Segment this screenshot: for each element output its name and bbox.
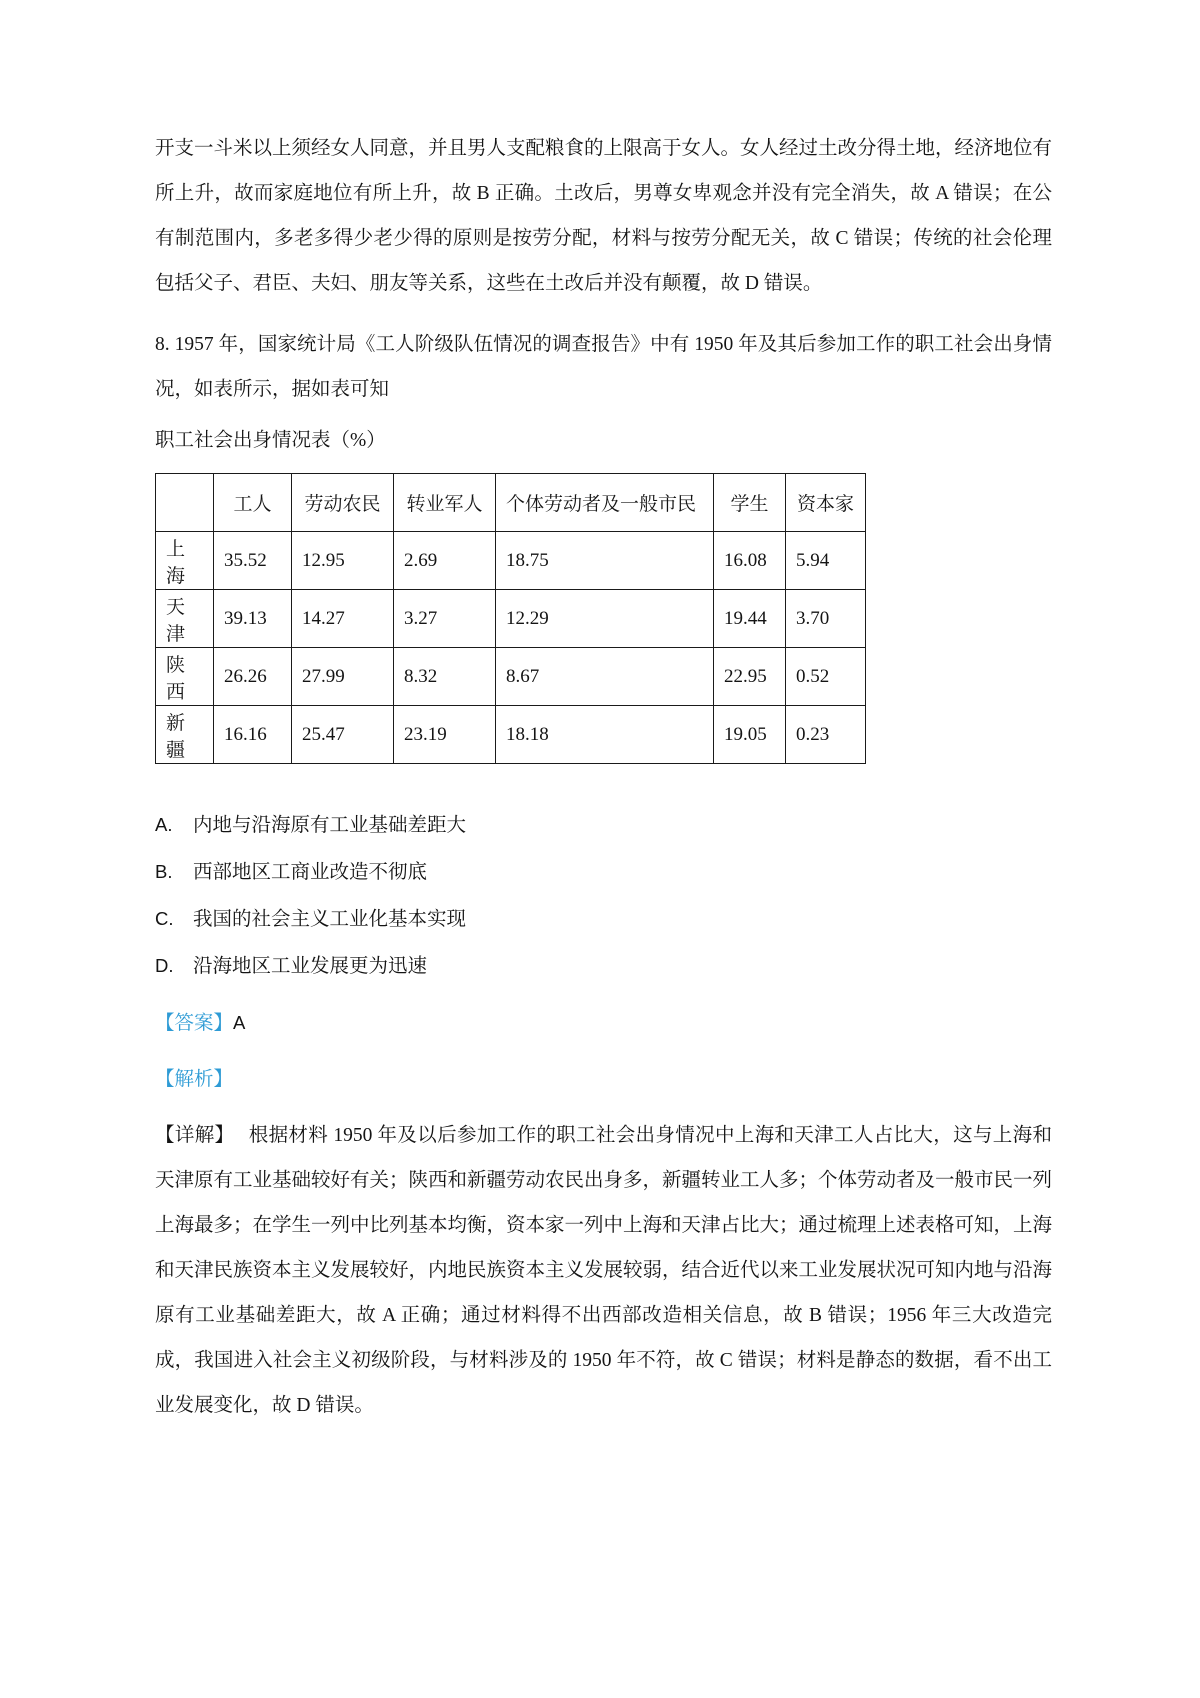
table-region-cell: 天津 bbox=[156, 590, 214, 648]
table-cell: 8.32 bbox=[394, 648, 496, 706]
table-cell: 0.23 bbox=[786, 706, 866, 764]
option-d-label: D. bbox=[155, 955, 174, 976]
detail-text: 根据材料 1950 年及以后参加工作的职工社会出身情况中上海和天津工人占比大，这与上海和天津原有工业基础较好有关；陕西和新疆劳动农民出身多，新疆转业工人多；个体劳动者及一般市民一列上海最多；在学生一列中比列基本均衡，资本家一列中上海和天津占比大；通过梳理上述表格可知，上海和天津民族资本主义发展较好，内地民族资本主义发展较弱，结合近代以来工业发展状况可知内地与沿海原有工业基础差距大，故 A 正确；通过材料得不出西部改造相关信息，故 B 错误；1956 年三大改造完成，我国进入社会主义初级阶段，与材料涉及的 1950 年不符，故 C 错误；材料是静态的数据，看不出工业发展变化，故 D 错误。 bbox=[155, 1125, 1053, 1416]
table-header-cell: 转业军人 bbox=[394, 474, 496, 532]
option-a-label: A. bbox=[155, 814, 173, 835]
table-header-cell bbox=[156, 474, 214, 532]
analysis-label: 【解析】 bbox=[155, 1069, 234, 1090]
analysis-line bbox=[155, 1057, 1052, 1103]
option-b-label: B. bbox=[155, 861, 173, 882]
table-cell: 19.05 bbox=[714, 706, 786, 764]
detail-label: 【详解】 bbox=[155, 1125, 235, 1146]
table-region-cell: 上海 bbox=[156, 532, 214, 590]
option-b-text: 西部地区工商业改造不彻底 bbox=[193, 862, 428, 883]
detail-paragraph bbox=[155, 1113, 1052, 1428]
answer-label: 【答案】 bbox=[155, 1013, 234, 1034]
table-header-cell: 资本家 bbox=[786, 474, 866, 532]
table-cell: 5.94 bbox=[786, 532, 866, 590]
option-c-label: C. bbox=[155, 908, 174, 929]
table-row-xinjiang bbox=[156, 706, 866, 764]
table-cell: 8.67 bbox=[496, 648, 714, 706]
option-d-text: 沿海地区工业发展更为迅速 bbox=[193, 956, 428, 977]
table-cell: 35.52 bbox=[214, 532, 292, 590]
table-cell: 16.08 bbox=[714, 532, 786, 590]
table-region-cell: 新疆 bbox=[156, 706, 214, 764]
table-row-shanghai bbox=[156, 532, 866, 590]
answer-line bbox=[155, 1000, 1052, 1047]
table-header-cell: 学生 bbox=[714, 474, 786, 532]
table-cell: 27.99 bbox=[292, 648, 394, 706]
table-cell: 0.52 bbox=[786, 648, 866, 706]
table-cell: 12.95 bbox=[292, 532, 394, 590]
table-row-shaanxi bbox=[156, 648, 866, 706]
table-cell: 12.29 bbox=[496, 590, 714, 648]
previous-answer-explanation: 开支一斗米以上须经女人同意，并且男人支配粮食的上限高于女人。女人经过土改分得土地，经济地位有所上升，故而家庭地位有所上升，故 B 正确。土改后，男尊女卑观念并没有完全消失，故 A 错误；在公有制范围内，多老多得少老少得的原则是按劳分配，材料与按劳分配无关，故 C 错误；传统的社会伦理包括父子、君臣、夫妇、朋友等关系，这些在土改后并没有颠覆，故 D 错误。 bbox=[155, 138, 1053, 294]
table-header-cell: 工人 bbox=[214, 474, 292, 532]
option-b bbox=[155, 849, 1052, 896]
table-cell: 22.95 bbox=[714, 648, 786, 706]
table-cell: 19.44 bbox=[714, 590, 786, 648]
table-title: 职工社会出身情况表（%） bbox=[155, 430, 386, 451]
option-a-text: 内地与沿海原有工业基础差距大 bbox=[193, 815, 467, 836]
table-cell: 25.47 bbox=[292, 706, 394, 764]
table-cell: 3.27 bbox=[394, 590, 496, 648]
table-cell: 26.26 bbox=[214, 648, 292, 706]
table-cell: 39.13 bbox=[214, 590, 292, 648]
table-cell: 16.16 bbox=[214, 706, 292, 764]
table-cell: 23.19 bbox=[394, 706, 496, 764]
table-row-tianjin bbox=[156, 590, 866, 648]
table-cell: 18.18 bbox=[496, 706, 714, 764]
option-c-text: 我国的社会主义工业化基本实现 bbox=[193, 909, 467, 930]
table-header-cell: 劳动农民 bbox=[292, 474, 394, 532]
option-a bbox=[155, 802, 1052, 849]
question-8-stem: 8. 1957 年，国家统计局《工人阶级队伍情况的调查报告》中有 1950 年及其后参加工作的职工社会出身情况，如表所示，据如表可知 bbox=[155, 334, 1052, 400]
table-cell: 3.70 bbox=[786, 590, 866, 648]
option-d bbox=[155, 943, 1052, 990]
table-header-cell: 个体劳动者及一般市民 bbox=[496, 474, 714, 532]
table-cell: 18.75 bbox=[496, 532, 714, 590]
answer-value: A bbox=[233, 1012, 246, 1033]
table-cell: 14.27 bbox=[292, 590, 394, 648]
table-region-cell: 陕西 bbox=[156, 648, 214, 706]
worker-origin-table bbox=[155, 473, 866, 764]
option-c bbox=[155, 896, 1052, 943]
options-list bbox=[155, 802, 1052, 990]
table-cell: 2.69 bbox=[394, 532, 496, 590]
table-header-row bbox=[156, 474, 866, 532]
